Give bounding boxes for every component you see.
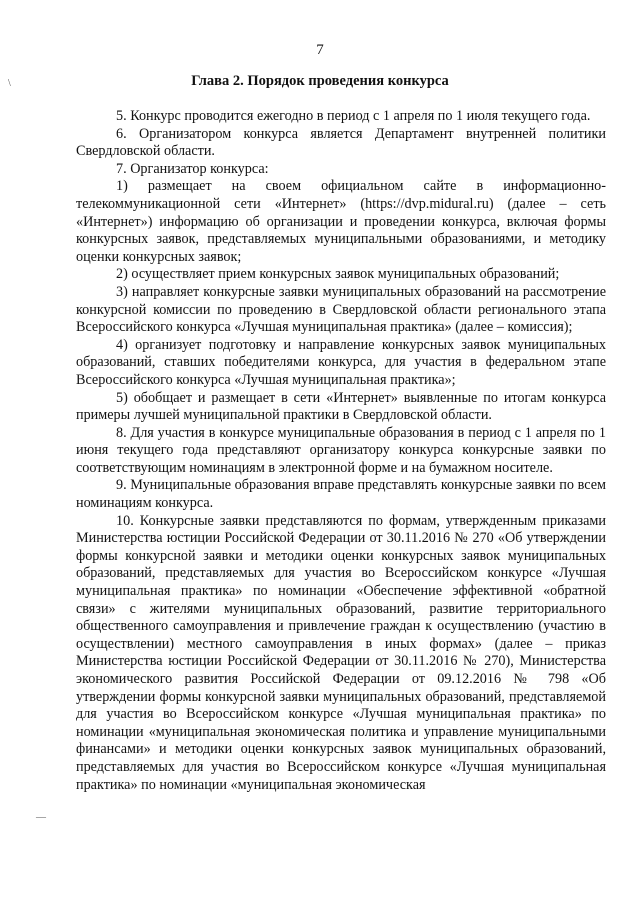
paragraph-5: 5. Конкурс проводится ежегодно в период с 1 апреля по 1 июля текущего года. (116, 108, 591, 124)
margin-mark-top: \ (8, 78, 11, 89)
paragraph-7-2: 2) осуществляет прием конкурсных заявок муниципальных образований; (116, 266, 560, 283)
margin-mark-bottom: — (36, 812, 46, 823)
paragraph-7: 7. Организатор конкурса: (116, 160, 269, 177)
paragraph-7-1: 1) размещает на своем официальном сайте в информационно-телекоммуникационной сети «Интернет» (https://dvp.midural.ru) (далее – сеть «Интернет») информацию об организации и проведении конкурса, включая формы конкурсных заявок, представляемых муниципальными образованиями, и методику оценки конкурсных заявок; (76, 178, 606, 265)
paragraph-7-5: 5) обобщает и размещает в сети «Интернет» выявленные по итогам конкурса примеры лучшей муниципальной практики в Свердловской области. (76, 389, 606, 424)
paragraph-9: 9. Муниципальные образования вправе представлять конкурсные заявки по всем номинациям конкурса. (76, 477, 606, 512)
paragraph-8: 8. Для участия в конкурсе муниципальные образования в период с 1 апреля по 1 июня текущего года представляют организатору конкурса конкурсные заявки по соответствующим номинациям в электронной форме и на бумажном носителе. (76, 424, 606, 476)
document-body (76, 108, 606, 794)
paragraph-6: 6. Организатором конкурса является Департамент внутренней политики Свердловской области. (76, 125, 606, 160)
paragraph-7-4: 4) организует подготовку и направление конкурсных заявок муниципальных образований, ставших победителями конкурса, для участия в федеральном этапе Всероссийского конкурса «Лучшая муниципальная практика»; (76, 336, 606, 388)
chapter-title: Глава 2. Порядок проведения конкурса (191, 73, 449, 89)
paragraph-7-3: 3) направляет конкурсные заявки муниципальных образований на рассмотрение конкурсной комиссии по проведению в Свердловской области регионального этапа Всероссийского конкурса «Лучшая муниципальная практика» (далее – комиссия); (76, 283, 606, 336)
page-number: 7 (316, 42, 324, 58)
paragraph-10: 10. Конкурсные заявки представляются по формам, утвержденным приказами Министерства юстиции Российской Федерации от 30.11.2016 № 270 «Об утверждении формы конкурсной заявки и методики оценки конкурсных заявок муниципальных образований, представляемых для участия во Всероссийском конкурсе «Лучшая муниципальная практика» по номинации «Обеспечение эффективной «обратной связи» с жителями муниципальных образований, развитие территориального общественного самоуправления и привлечение граждан к осуществлению (участию в осуществлении) местного самоуправления в иных формах» (далее – приказ Министерства юстиции Российской Федерации от 30.11.2016 № 270), Министерства экономического развития Российской Федерации от 09.12.2016 № 798 «Об утверждении формы конкурсной заявки муниципальных образований, представляемой для участия во Всероссийском конкурсе «Лучшая муниципальная практика» по номинации «муниципальная экономическая политика и управление муниципальными финансами» и методики оценки конкурсных заявок муниципальных образований, представляемых для участия во Всероссийском конкурсе «Лучшая муниципальная практика» по номинации «муниципальная экономическая (76, 512, 606, 793)
